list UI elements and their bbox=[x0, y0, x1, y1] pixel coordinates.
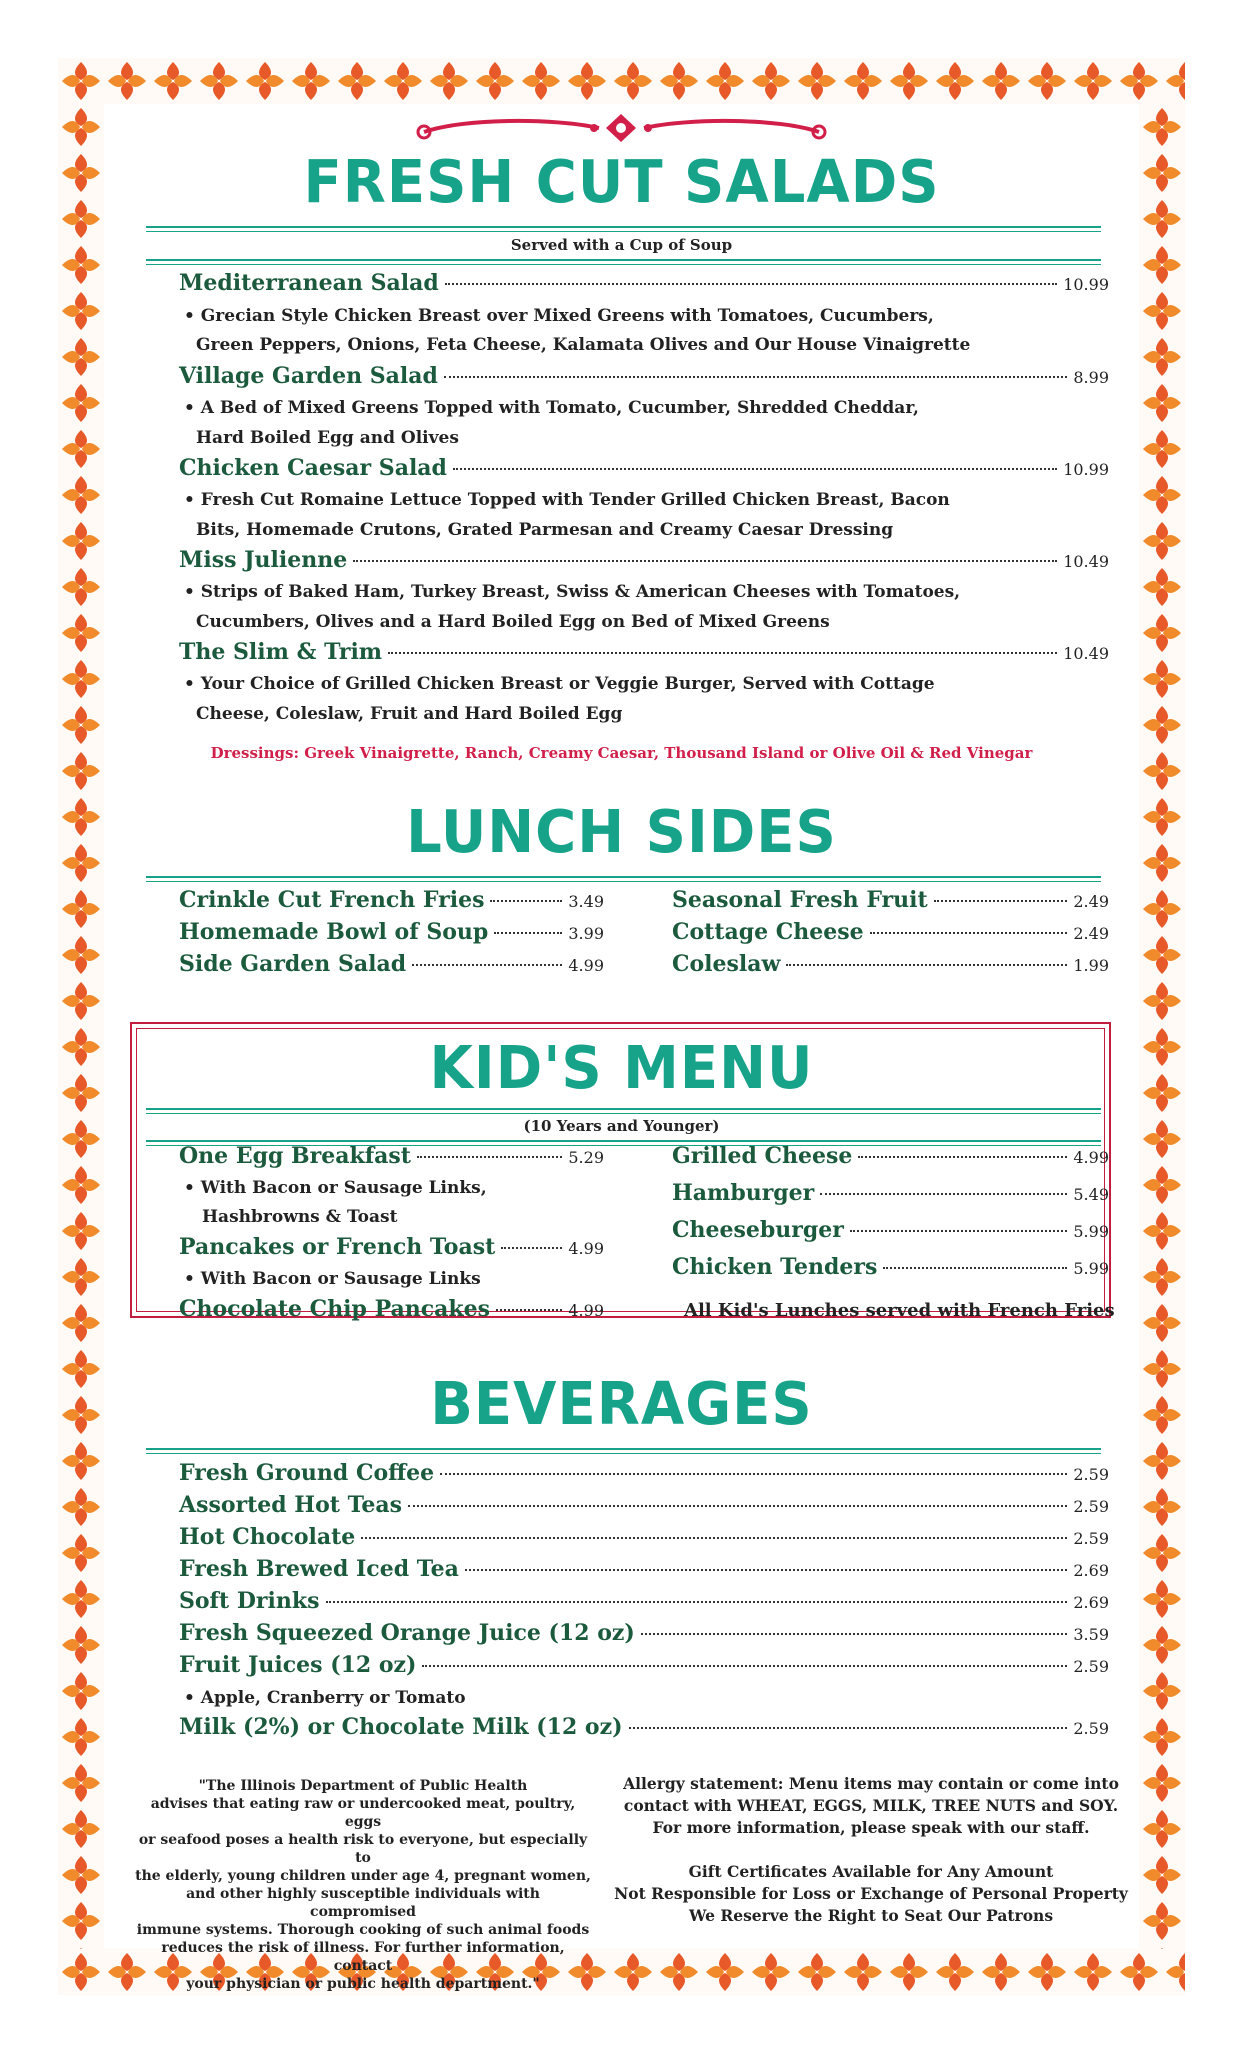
price: 2.69 bbox=[1073, 1561, 1109, 1580]
price: 2.59 bbox=[1073, 1657, 1109, 1676]
price: 4.99 bbox=[568, 1239, 604, 1258]
menu-item-mediterranean-salad: Mediterranean Salad 10.99 bbox=[179, 270, 1109, 296]
price: 5.99 bbox=[1073, 1259, 1109, 1278]
item-description: • Strips of Baked Ham, Turkey Breast, Swiss & American Cheeses with Tomatoes, bbox=[184, 582, 961, 602]
kids-subtitle: (10 Years and Younger) bbox=[523, 1117, 720, 1135]
item-description: • With Bacon or Sausage Links bbox=[184, 1269, 481, 1289]
border-pattern-right bbox=[1139, 104, 1185, 1949]
side-item-french-fries: Crinkle Cut French Fries 3.49 bbox=[179, 887, 604, 913]
item-description: • Grecian Style Chicken Breast over Mixed Greens with Tomatoes, Cucumbers, bbox=[184, 306, 934, 326]
sides-rule bbox=[146, 876, 1101, 882]
item-description: • Your Choice of Grilled Chicken Breast or Veggie Burger, Served with Cottage bbox=[184, 674, 935, 694]
price: 4.99 bbox=[568, 956, 604, 975]
health-advisory: "The Illinois Department of Public Health advises that eating raw or undercooked meat, poultry, eggs or seafood poses a health risk to everyone, but especially to the elderly, young children under age 4, pregnant women, and other highly susceptible individuals with compromised immune systems. Thorough cooking of such animal foods reduces the risk of illness. For further information, contact your physician or public health department." bbox=[135, 1778, 591, 1992]
kids-item-one-egg-breakfast: One Egg Breakfast 5.29 bbox=[179, 1143, 604, 1169]
item-description: Bits, Homemade Crutons, Grated Parmesan and Creamy Caesar Dressing bbox=[196, 520, 894, 540]
price: 2.49 bbox=[1073, 892, 1109, 911]
menu-item-slim-and-trim: The Slim & Trim 10.49 bbox=[179, 639, 1109, 665]
price: 2.49 bbox=[1073, 924, 1109, 943]
price: 5.99 bbox=[1073, 1222, 1109, 1241]
kids-item-hamburger: Hamburger 5.49 bbox=[672, 1180, 1109, 1206]
item-description: Green Peppers, Onions, Feta Cheese, Kalamata Olives and Our House Vinaigrette bbox=[196, 335, 971, 355]
price: 2.59 bbox=[1073, 1465, 1109, 1484]
price: 10.49 bbox=[1063, 644, 1109, 663]
kids-item-cheeseburger: Cheeseburger 5.99 bbox=[672, 1217, 1109, 1243]
salads-rule-top bbox=[146, 226, 1101, 232]
kids-note: All Kid's Lunches served with French Fries bbox=[684, 1300, 1115, 1321]
sides-title: LUNCH SIDES bbox=[406, 798, 837, 867]
item-description: Cheese, Coleslaw, Fruit and Hard Boiled Egg bbox=[196, 704, 623, 724]
price: 2.59 bbox=[1073, 1719, 1109, 1738]
salads-subtitle: Served with a Cup of Soup bbox=[510, 236, 733, 254]
price: 10.99 bbox=[1063, 460, 1109, 479]
item-description: • Fresh Cut Romaine Lettuce Topped with Tender Grilled Chicken Breast, Bacon bbox=[184, 490, 950, 510]
beverage-item-fruit-juices: Fruit Juices (12 oz) 2.59 bbox=[179, 1652, 1109, 1678]
beverages-title: BEVERAGES bbox=[430, 1370, 813, 1439]
menu-item-miss-julienne: Miss Julienne 10.49 bbox=[179, 547, 1109, 573]
beverage-item-orange-juice: Fresh Squeezed Orange Juice (12 oz) 3.59 bbox=[179, 1620, 1109, 1646]
item-description: Cucumbers, Olives and a Hard Boiled Egg on Bed of Mixed Greens bbox=[196, 612, 830, 632]
price: 2.69 bbox=[1073, 1593, 1109, 1612]
item-description: Hashbrowns & Toast bbox=[202, 1207, 398, 1227]
border-pattern-top bbox=[58, 58, 1185, 104]
price: 3.99 bbox=[568, 924, 604, 943]
kids-item-pancakes-french-toast: Pancakes or French Toast 4.99 bbox=[179, 1234, 604, 1260]
beverage-item-milk: Milk (2%) or Chocolate Milk (12 oz) 2.59 bbox=[179, 1714, 1109, 1740]
price: 10.99 bbox=[1063, 275, 1109, 294]
salads-title: FRESH CUT SALADS bbox=[303, 148, 940, 217]
beverage-item-hot-chocolate: Hot Chocolate 2.59 bbox=[179, 1524, 1109, 1550]
flourish-ornament-icon bbox=[404, 110, 839, 146]
price: 5.49 bbox=[1073, 1185, 1109, 1204]
kids-item-chocolate-chip-pancakes: Chocolate Chip Pancakes 4.99 bbox=[179, 1296, 604, 1322]
side-item-soup: Homemade Bowl of Soup 3.99 bbox=[179, 919, 604, 945]
price: 4.99 bbox=[568, 1301, 604, 1320]
salads-rule-bottom bbox=[146, 259, 1101, 265]
price: 2.59 bbox=[1073, 1529, 1109, 1548]
price: 4.99 bbox=[1073, 1148, 1109, 1167]
border-pattern-left bbox=[58, 104, 104, 1949]
beverage-item-soft-drinks: Soft Drinks 2.69 bbox=[179, 1588, 1109, 1614]
beverages-rule bbox=[146, 1448, 1101, 1454]
menu-item-village-garden-salad: Village Garden Salad 8.99 bbox=[179, 363, 1109, 389]
side-item-fresh-fruit: Seasonal Fresh Fruit 2.49 bbox=[672, 887, 1109, 913]
kids-rule-top bbox=[146, 1108, 1101, 1114]
price: 3.49 bbox=[568, 892, 604, 911]
menu-item-chicken-caesar-salad: Chicken Caesar Salad 10.99 bbox=[179, 455, 1109, 481]
item-description: • With Bacon or Sausage Links, bbox=[184, 1178, 487, 1198]
price: 10.49 bbox=[1063, 552, 1109, 571]
allergy-statement: Allergy statement: Menu items may contain or come into contact with WHEAT, EGGS, MILK, TREE NUTS and SOY. For more information, please speak with our staff. bbox=[623, 1774, 1119, 1837]
menu-page bbox=[104, 104, 1139, 1992]
dressings-note: Dressings: Greek Vinaigrette, Ranch, Creamy Caesar, Thousand Island or Olive Oil & Red Vinegar bbox=[210, 744, 1033, 762]
price: 3.59 bbox=[1073, 1625, 1109, 1644]
price: 2.59 bbox=[1073, 1497, 1109, 1516]
beverage-item-iced-tea: Fresh Brewed Iced Tea 2.69 bbox=[179, 1556, 1109, 1582]
price: 8.99 bbox=[1073, 368, 1109, 387]
side-item-coleslaw: Coleslaw 1.99 bbox=[672, 951, 1109, 977]
beverage-item-hot-teas: Assorted Hot Teas 2.59 bbox=[179, 1492, 1109, 1518]
price: 5.29 bbox=[568, 1148, 604, 1167]
store-notices: Gift Certificates Available for Any Amount Not Responsible for Loss or Exchange of Personal Property We Reserve the Right to Seat Our Patrons bbox=[614, 1862, 1128, 1925]
kids-title: KID'S MENU bbox=[429, 1034, 814, 1103]
kids-item-chicken-tenders: Chicken Tenders 5.99 bbox=[672, 1254, 1109, 1280]
price: 1.99 bbox=[1073, 956, 1109, 975]
side-item-garden-salad: Side Garden Salad 4.99 bbox=[179, 951, 604, 977]
beverage-item-coffee: Fresh Ground Coffee 2.59 bbox=[179, 1460, 1109, 1486]
item-description: • Apple, Cranberry or Tomato bbox=[184, 1688, 466, 1708]
item-description: Hard Boiled Egg and Olives bbox=[196, 428, 459, 448]
kids-item-grilled-cheese: Grilled Cheese 4.99 bbox=[672, 1143, 1109, 1169]
item-description: • A Bed of Mixed Greens Topped with Tomato, Cucumber, Shredded Cheddar, bbox=[184, 398, 919, 418]
side-item-cottage-cheese: Cottage Cheese 2.49 bbox=[672, 919, 1109, 945]
